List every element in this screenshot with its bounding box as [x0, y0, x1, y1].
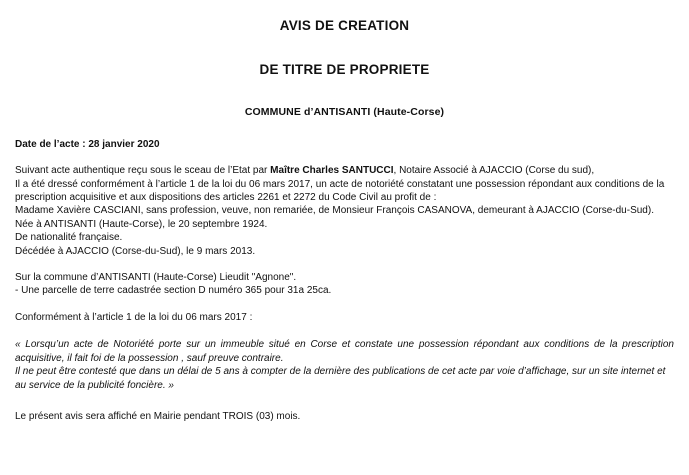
- document-subtitle-commune: COMMUNE d’ANTISANTI (Haute-Corse): [244, 106, 445, 119]
- act-date-line: Date de l’acte : 28 janvier 2020: [15, 139, 160, 151]
- intro-line-1-suffix: , Notaire Associé à AJACCIO (Corse du sud),: [393, 165, 595, 177]
- property-line-parcel: - Une parcelle de terre cadastrée section D numéro 365 pour 31a 25ca.: [15, 285, 332, 297]
- person-block: [15, 204, 674, 258]
- notary-name: Maître Charles SANTUCCI: [270, 165, 394, 177]
- closing-line: Le présent avis sera affiché en Mairie pendant TROIS (03) mois.: [15, 410, 301, 422]
- intro-line-1: [15, 164, 674, 177]
- law-quote-paragraph-2: Il ne peut être contesté que dans un délai de 5 ans à compter de la dernière des publications de cet acte par voie d’affichage, sur un site internet et au service de la publicité foncière. »: [15, 366, 666, 391]
- conformity-line: Conformément à l’article 1 de la loi du 06 mars 2017 :: [15, 311, 253, 323]
- property-block: [15, 271, 674, 298]
- person-line-birth: Née à ANTISANTI (Haute-Corse), le 20 septembre 1924.: [15, 218, 268, 230]
- intro-line-2: Il a été dressé conformément à l’article 1 de la loi du 06 mars 2017, un acte de notoriété constatant une possession répondant aux conditions de la prescription acquisitive et aux dispositions des articles 2261 et 2272 du Code Civil au profit de :: [15, 178, 665, 203]
- law-quote-paragraph-1: « Lorsqu’un acte de Notoriété porte sur un immeuble situé en Corse et constate une possession répondant aux conditions de la prescription acquisitive, il fait foi de la possession , sauf preuve contraire.: [15, 339, 674, 364]
- document-title-line-2: DE TITRE DE PROPRIETE: [259, 62, 430, 78]
- document-page: [0, 9, 689, 475]
- document-body: [0, 138, 689, 423]
- intro-paragraph: [15, 164, 674, 204]
- intro-line-1-prefix: Suivant acte authentique reçu sous le sceau de l’Etat par: [15, 165, 271, 177]
- person-line-nationality: De nationalité française.: [15, 232, 123, 244]
- person-line-death: Décédée à AJACCIO (Corse-du-Sud), le 9 mars 2013.: [15, 245, 256, 257]
- document-title-line-1: AVIS DE CREATION: [279, 18, 410, 34]
- property-line-location: Sur la commune d’ANTISANTI (Haute-Corse) Lieudit "Agnone".: [15, 271, 297, 283]
- person-line-identity: Madame Xavière CASCIANI, sans profession, veuve, non remariée, de Monsieur François CASANOVA, demeurant à AJACCIO (Corse-du-Sud).: [15, 205, 654, 217]
- law-quote-block: [15, 338, 674, 392]
